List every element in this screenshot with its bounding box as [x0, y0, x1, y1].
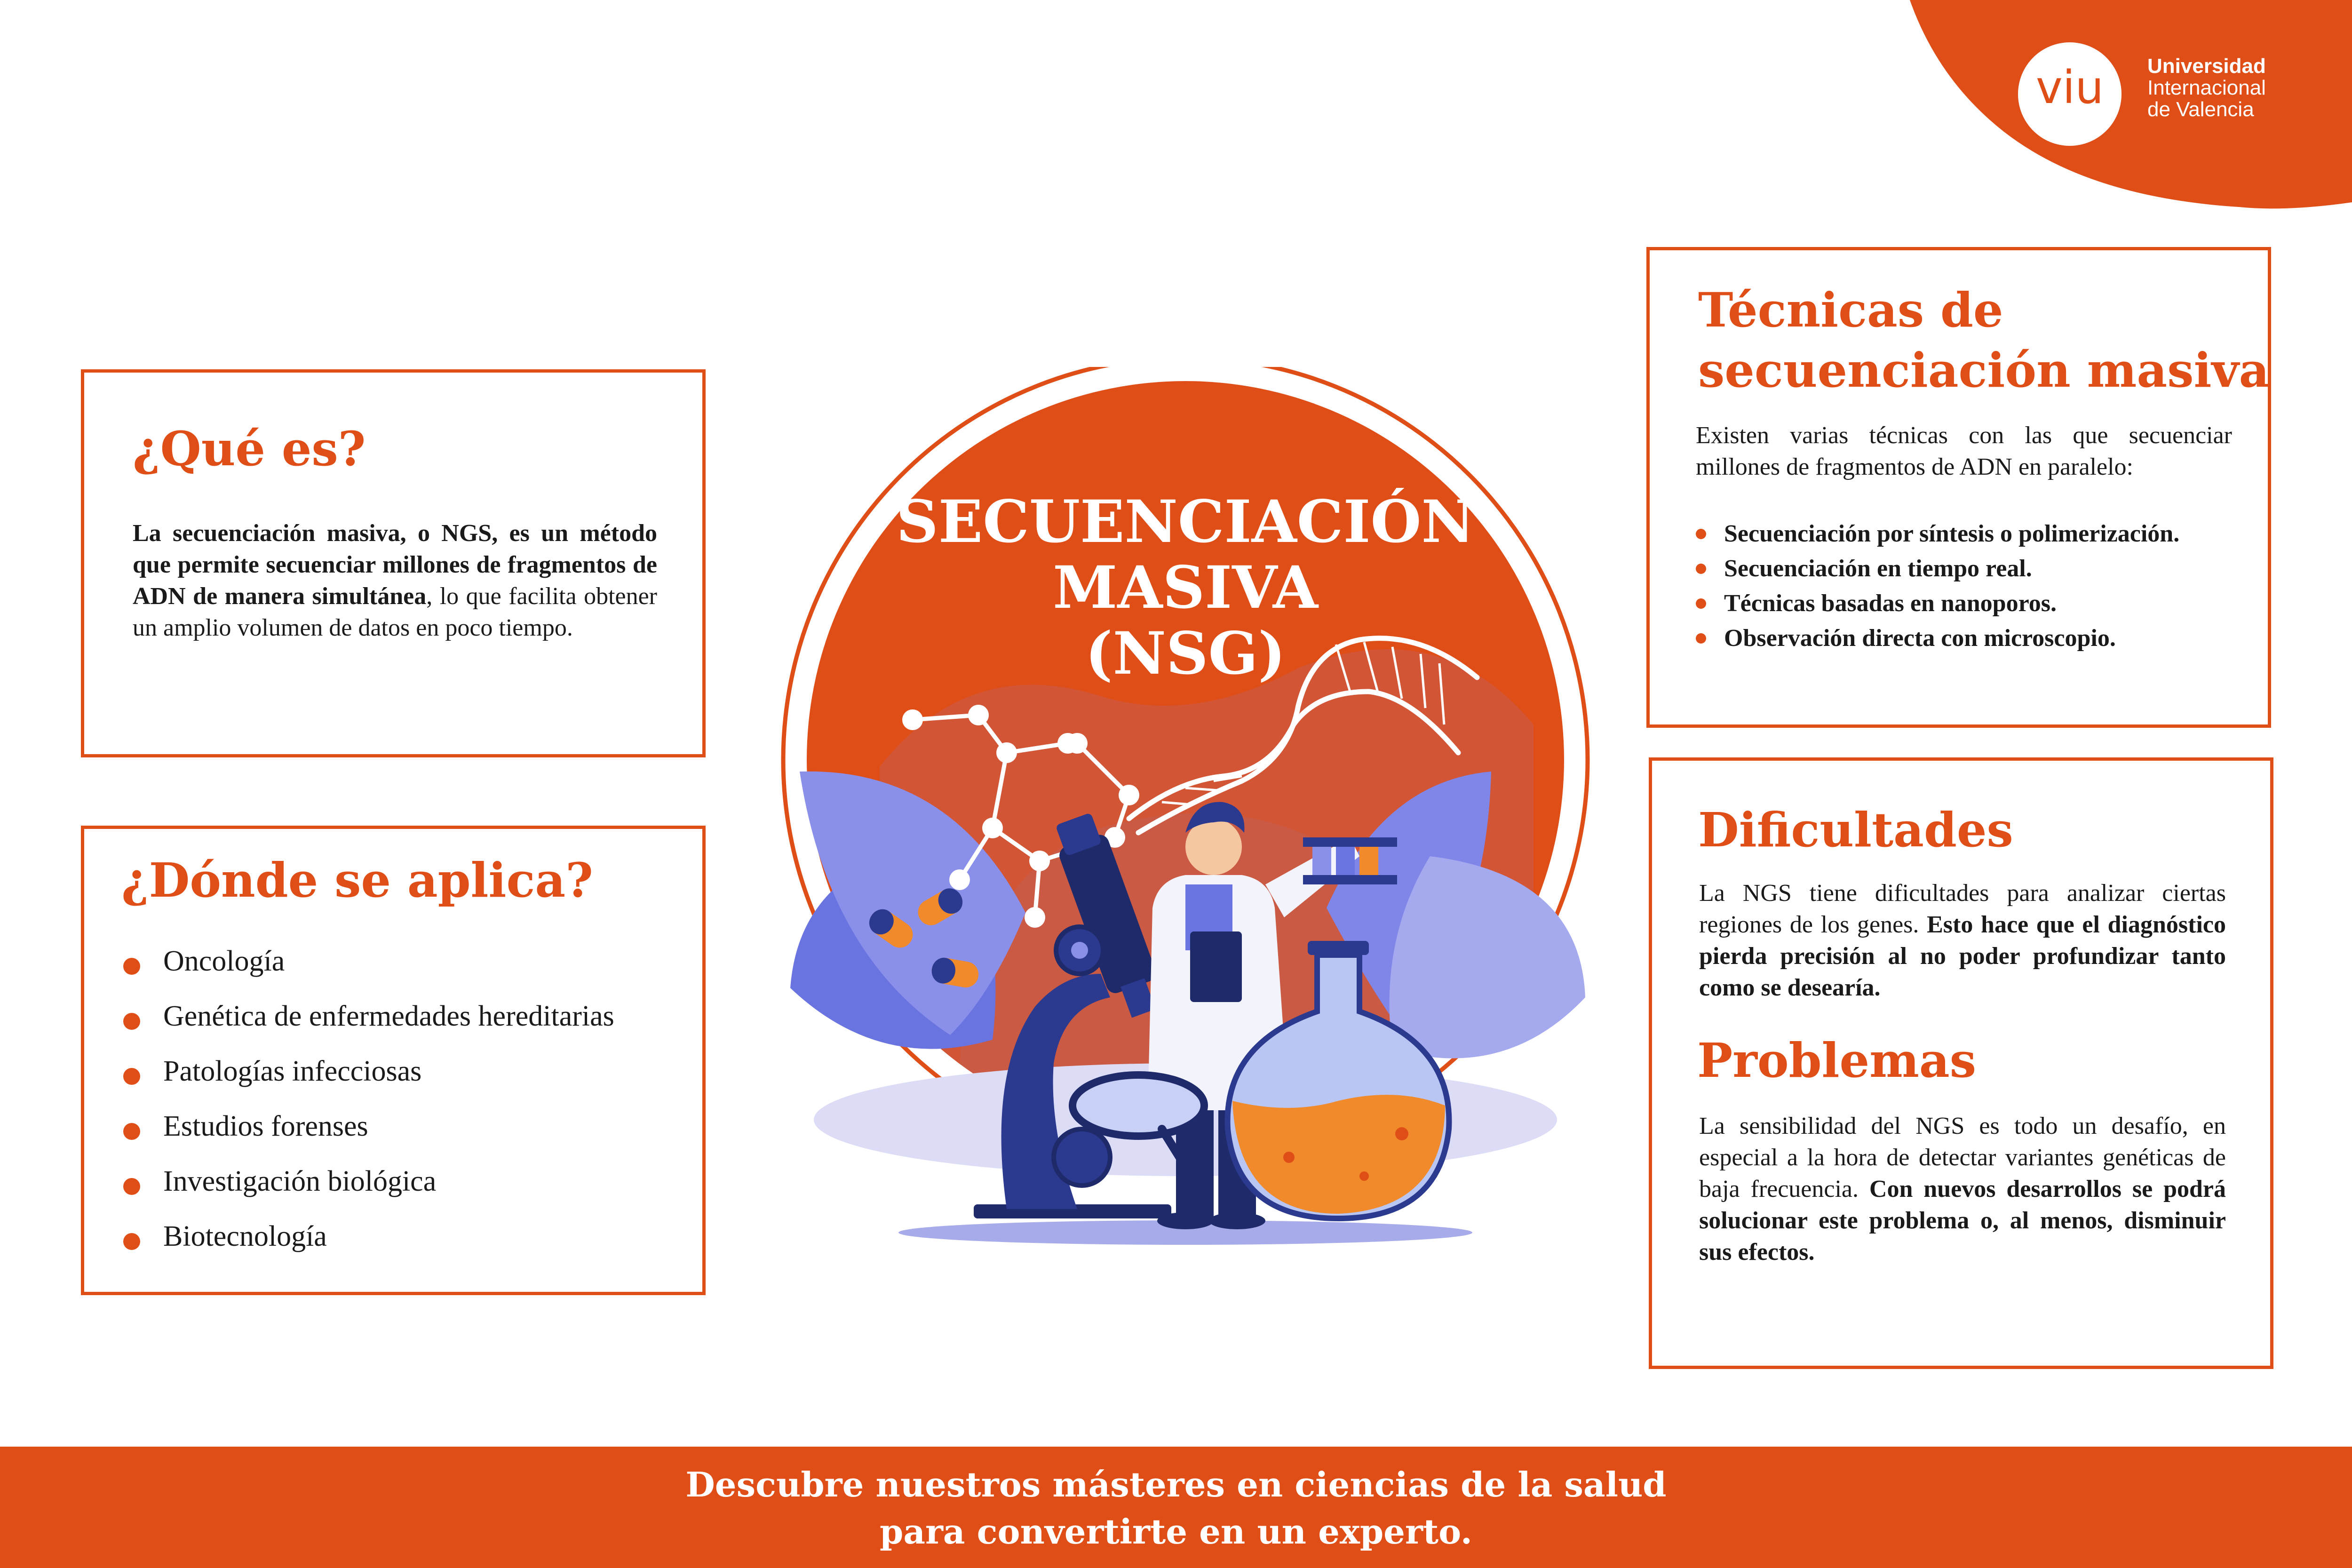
- dificultades-text: [1699, 877, 2226, 1003]
- que-es-text: [133, 517, 657, 644]
- list-item: Biotecnología: [123, 1220, 614, 1275]
- hero-title-line2: MASIVA: [1053, 554, 1318, 622]
- tecnicas-heading-line1: Técnicas de: [1698, 282, 2003, 338]
- bullet-icon: [123, 1123, 140, 1140]
- hero-title-line3: (NSG): [1085, 620, 1286, 688]
- footer-line1: Descubre nuestros másteres en ciencias de la salud: [685, 1465, 1667, 1504]
- bullet-icon: [123, 958, 140, 975]
- footer-banner[interactable]: [0, 1447, 2352, 1568]
- que-es-text-rest: , lo que facilita obtener un amplio volumen de datos en poco tiempo.: [133, 583, 657, 641]
- bullet-icon: [123, 1068, 140, 1085]
- brand-name-line2: Internacional: [2147, 76, 2266, 99]
- tecnicas-heading: [1698, 280, 2269, 400]
- bullet-icon: [1696, 564, 1706, 574]
- problemas-text-plain: La sensibilidad del NGS es todo un desafío, en especial a la hora de detectar variantes genéticas de baja frecuencia.: [1699, 1113, 2226, 1202]
- problemas-text-bold: Con nuevos desarrollos se podrá solucionar este problema o, al menos, disminuir sus efectos.: [1699, 1176, 2226, 1266]
- donde-list: [123, 945, 614, 1275]
- hero-title: [847, 489, 1524, 687]
- bullet-icon: [1696, 633, 1706, 644]
- problemas-text: [1699, 1110, 2226, 1268]
- brand-name-line1: Universidad: [2147, 55, 2266, 78]
- bullet-icon: [1696, 598, 1706, 609]
- donde-heading: ¿Dónde se aplica?: [121, 852, 593, 908]
- list-item: Investigación biológica: [123, 1165, 614, 1220]
- list-item: Observación directa con microscopio.: [1696, 621, 2232, 656]
- dificultades-text-bold: Esto hace que el diagnóstico pierda precisión al no poder profundizar tanto como se desearía.: [1699, 911, 2226, 1001]
- tecnicas-intro: Existen varias técnicas con las que secuenciar millones de fragmentos de ADN en paralelo:: [1696, 422, 2232, 480]
- footer-line2: para convertirte en un experto.: [880, 1512, 1472, 1552]
- bullet-icon: [123, 1013, 140, 1030]
- list-item: Patologías infecciosas: [123, 1055, 614, 1110]
- tecnicas-heading-line2: secuenciación masiva: [1698, 342, 2270, 398]
- bullet-icon: [123, 1178, 140, 1195]
- problemas-heading: Problemas: [1697, 1033, 1977, 1088]
- list-item: Oncología: [123, 945, 614, 1000]
- que-es-text-bold: La secuenciación masiva, o NGS, es un método que permite secuenciar millones de fragmentos de ADN de manera simultánea: [133, 520, 657, 610]
- list-item: Secuenciación en tiempo real.: [1696, 551, 2232, 586]
- list-item: Estudios forenses: [123, 1110, 614, 1165]
- brand-name: [2147, 56, 2266, 120]
- list-item: Genética de enfermedades hereditarias: [123, 1000, 614, 1055]
- hero-title-line1: SECUENCIACIÓN: [896, 488, 1475, 556]
- tecnicas-list: [1696, 517, 2232, 656]
- bullet-icon: [123, 1233, 140, 1250]
- dificultades-text-plain: La NGS tiene dificultades para analizar ciertas regiones de los genes.: [1699, 880, 2226, 938]
- brand-name-line3: de Valencia: [2147, 98, 2254, 121]
- bullet-icon: [1696, 529, 1706, 539]
- list-item: Técnicas basadas en nanoporos.: [1696, 586, 2232, 621]
- logo-mark: viu: [2035, 61, 2104, 114]
- que-es-heading: ¿Qué es?: [133, 421, 366, 477]
- list-item: Secuenciación por síntesis o polimerización.: [1696, 517, 2232, 551]
- dificultades-heading: Dificultades: [1698, 802, 2013, 858]
- logo-circle: [2018, 42, 2122, 146]
- brand-logo[interactable]: [2018, 42, 2145, 146]
